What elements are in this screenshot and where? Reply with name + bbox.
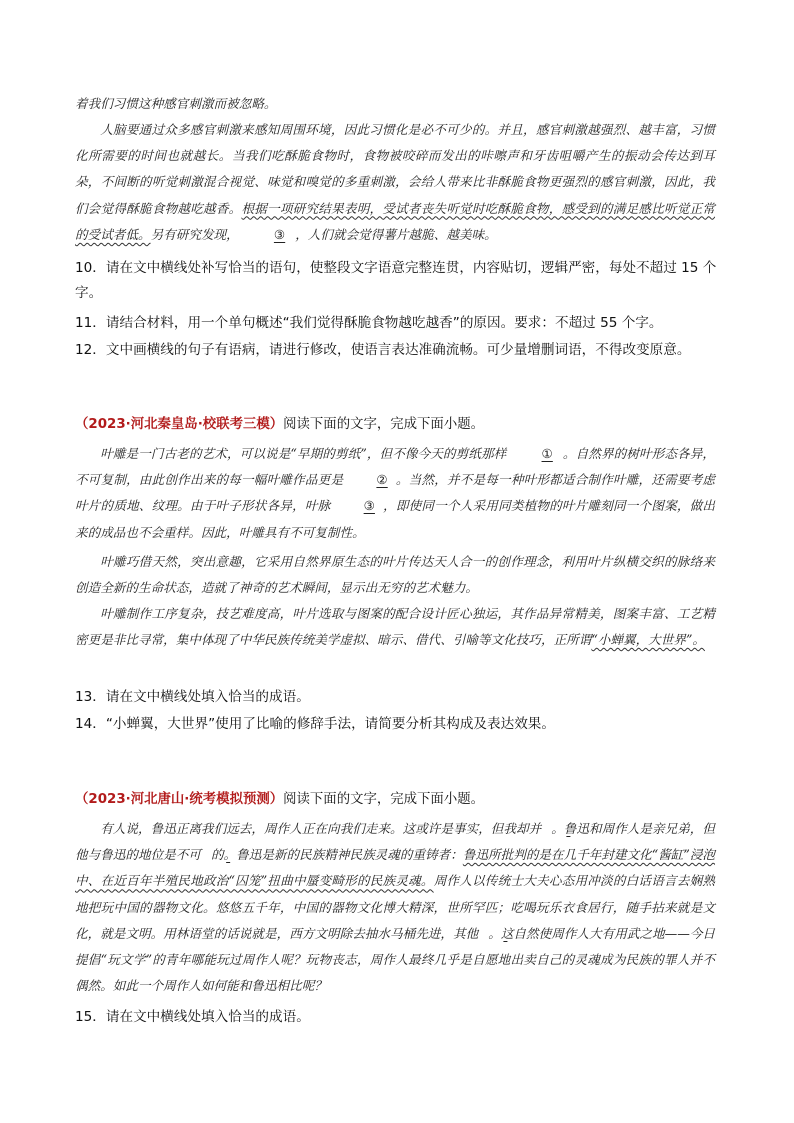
blank-a xyxy=(541,816,551,842)
question-10: 10．请在文中横线处补写恰当的语句，使整段文字语意完整连贯，内容贴切，逻辑严密，每处不超过 15 个字。 xyxy=(75,260,717,301)
blank-3: ③ xyxy=(273,226,286,242)
blank-3b: ③ xyxy=(363,498,375,514)
section2-paragraph1: 叶雕是一门古老的艺术，可以说是“早期的剪纸”，但不像今天的剪纸那样 ① 。自然界的树叶形态各异，不可复制，由此创作出来的每一幅叶雕作品更是 ② 。当然，并不是每一种叶形都适合制作叶雕，还需要考虑叶片的质地、纹理。由于叶子形状各异，叶脉 ③ ，即使同一个人采用同类植物的叶片雕刻同一个图案，做出来的成品也不会重样。因此，叶雕具有不可复制性。 xyxy=(75,441,715,546)
wavy-underlined-phrase: “小蝉翼，大世界”。 xyxy=(591,632,705,648)
wavy-underlined-sentence: 根据一项研究结果表明，受试者丧失听觉时吃酥脆食物，感受到的满足感比听觉正常的受试者低。 xyxy=(75,200,716,242)
section2-source: （2023·河北秦皇岛·校联考三模） xyxy=(75,417,284,432)
question-14: 14．“小蝉翼，大世界”使用了比喻的修辞手法，请简要分析其构成及表达效果。 xyxy=(75,716,555,732)
blank-b xyxy=(201,842,211,868)
section3-instruction: 阅读下面的文字，完成下面小题。 xyxy=(283,792,484,807)
section2-paragraph3: 叶雕制作工序复杂，技艺难度高，叶片选取与图案的配合设计匠心独运，其作品异常精美，图案丰富、工艺精密更是非比寻常，集中体现了中华民族传统美学虚拟、暗示、借代、引喻等文化技巧，正所谓“小蝉翼，大世界”。 xyxy=(75,606,715,648)
question-11: 11．请结合材料，用一个单句概述“我们觉得酥脆食物越吃越香”的原因。要求：不超过 55 个字。 xyxy=(75,315,663,331)
blank-1: ① xyxy=(541,446,553,461)
section3-paragraph: 有人说，鲁迅正离我们远去，周作人正在向我们走来。这或许是事实，但我却并 。鲁迅和周作人是亲兄弟，但他与鲁迅的地位是不可 的。鲁迅是新的民族精神民族灵魂的重铸者：鲁迅所批判的是在几千年封建文化“酱缸”浸泡中、在近百年半殖民地政治“囚笼”扭曲中蜃变畸形的民族灵魂。周作人以传统士大夫心态用冲淡的白话语言去娴熟地把玩中国的器物文化。悠悠五千年，中国的器物文化博大精深，世所罕匹；吃喝玩乐衣食居行，随手拈来就是文化，就是文明。用林语堂的话说就是，西方文明除去抽水马桶先进，其他 。这自然使周作人大有用武之地——今日提倡“玩文学”的青年哪能玩过周作人呢？玩物丧志，周作人最终几乎是自愿地出卖自己的灵魂成为民族的罪人并不偶然。如此一个周作人如何能和鲁迅相比呢？ xyxy=(75,816,715,999)
section2-paragraph2: 叶雕巧借天然，突出意趣，它采用自然界原生态的叶片传达天人合一的创作理念，利用叶片纵横交织的脉络来创造全新的生命状态，造就了神奇的艺术瞬间，显示出无穷的艺术魅力。 xyxy=(75,554,715,596)
section3-source: （2023·河北唐山·统考模拟预测） xyxy=(75,792,284,807)
question-13: 13．请在文中横线处填入恰当的成语。 xyxy=(75,689,310,705)
question-12: 12．文中画横线的句子有语病，请进行修改，使语言表达准确流畅。可少量增删词语，不得改变原意。 xyxy=(75,342,691,358)
blank-c xyxy=(478,921,488,947)
section2-instruction: 阅读下面的文字，完成下面小题。 xyxy=(283,417,484,432)
section2-heading xyxy=(75,415,725,435)
section3-heading xyxy=(75,790,725,810)
question-15: 15．请在文中横线处填入恰当的成语。 xyxy=(75,1009,310,1025)
wavy-underlined-sentence-2: 鲁迅所批判的是在几千年封建文化“酱缸”浸泡中、在近百年半殖民地政治“囚笼”扭曲中蜃变畸形的民族灵魂。 xyxy=(75,847,716,889)
passage1-paragraph: 人脑要通过众多感官刺激来感知周围环境，因此习惯化是必不可少的。并且，感官刺激越强烈、越丰富，习惯化所需要的时间也就越长。当我们吃酥脆食物时，食物被咬碎而发出的咔嚓声和牙齿咀嚼产生的振动会传达到耳朵，不间断的听觉刺激混合视觉、味觉和嗅觉的多重刺激，会给人带来比非酥脆食物更强烈的感官刺激，因此，我们会觉得酥脆食物越吃越香。根据一项研究结果表明，受试者丧失听觉时吃酥脆食物，感受到的满足感比听觉正常的受试者低。另有研究发现， ③ ，人们就会觉得薯片越脆、越美味。 xyxy=(75,117,715,248)
blank-2: ② xyxy=(376,472,388,488)
passage1-line0: 着我们习惯这种感官刺激而被忽略。 xyxy=(75,96,277,111)
